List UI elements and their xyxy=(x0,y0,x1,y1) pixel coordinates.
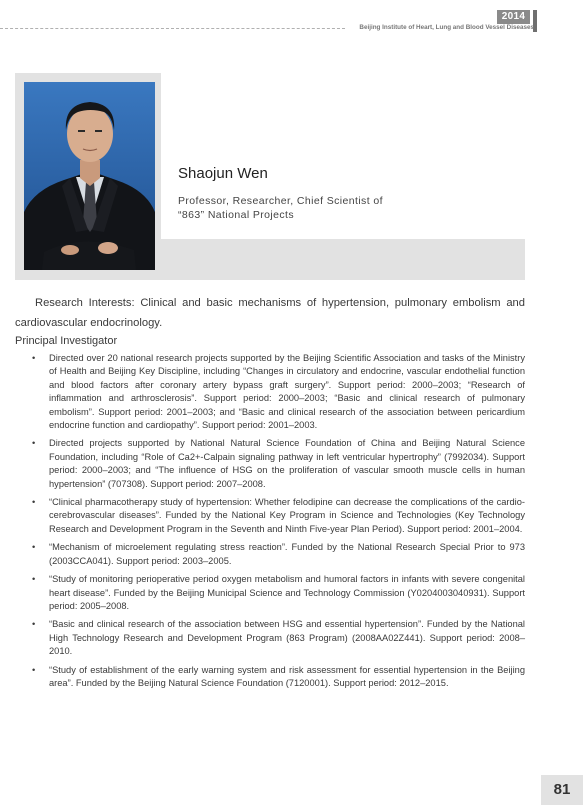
list-item: • Directed over 20 national research projects supported by the Beijing Scientific Association and tasks of the Ministry of Health and Beijing Key Discipline, including “Changes in circulatory and endocrine, vascular endothelial function and blood factors after coronary artery bypass graft surgery”. Support period: 2000–2003; “Research of inflammation and arthrosclerosis”. Support period: 2000–2003; “Basic and clinical research of pulmonary embolism”. Support period: 2001–2003; and “Basic and clinical research of the association between pericardium endocrine function and cardiopathy”. Support period: 2001–2003. xyxy=(32,353,525,431)
bullet-icon: • xyxy=(32,438,36,449)
page-number: 81 xyxy=(541,775,583,805)
bullet-icon: • xyxy=(32,664,36,675)
title-panel xyxy=(161,239,525,280)
header-dashed-rule xyxy=(0,28,345,29)
list-item: • “Mechanism of microelement regulating stress reaction”. Funded by the National Research Special Prior to 973 (2003CCA041). Support period: 2003–2005. xyxy=(32,542,525,566)
bullet-icon: • xyxy=(32,542,36,553)
section-heading-principal-investigator: Principal Investigator xyxy=(15,335,118,347)
photo-frame xyxy=(15,73,161,280)
list-item: • “Study of establishment of the early warning system and risk assessment for essential hypertension in the Beijing area”. Funded by the Beijing Natural Science Foundation (7120001). Support period: 2012–2015. xyxy=(32,664,525,688)
bullet-icon: • xyxy=(32,353,36,363)
bullet-icon: • xyxy=(32,497,36,508)
list-item: • Directed projects supported by National Natural Science Foundation of China and Beijing Natural Science Foundation, including “Role of Ca2+-Calpain signaling pathway in left ventricular hypertrophy” (7992034). Support period: 2000–2003; and “The influence of HSG on the proliferation of vascular smooth muscle cells in human hypertension” (707308). Support period: 2007–2008. xyxy=(32,438,525,489)
person-name: Shaojun Wen xyxy=(178,165,268,182)
year-badge: 2014 xyxy=(497,10,530,24)
list-item: • “Basic and clinical research of the association between HSG and essential hypertension”. Funded by the National High Technology Research and Development Program (863 Program) (2008AA02Z441). Support period: 2008–2010. xyxy=(32,619,525,657)
bullet-icon: • xyxy=(32,574,36,585)
person-title-line-2: “863” National Projects xyxy=(178,209,294,221)
profile-card xyxy=(15,73,525,280)
institute-name: Beijing Institute of Heart, Lung and Blood Vessel Diseases xyxy=(359,24,534,31)
portrait-illustration xyxy=(24,82,155,270)
bullet-icon: • xyxy=(32,619,36,630)
research-interests xyxy=(15,293,525,333)
research-interests-text: Research Interests: Clinical and basic mechanisms of hypertension, pulmonary embolism and cardiovascular endocrinology. xyxy=(15,297,525,329)
person-title-line-1: Professor, Researcher, Chief Scientist of xyxy=(178,195,383,207)
portrait-photo xyxy=(24,82,155,270)
principal-investigator-list xyxy=(32,352,525,695)
list-item: • “Clinical pharmacotherapy study of hypertension: Whether felodipine can decrease the complications of the cardio-cerebrovascular diseases”. Funded by the National Key Program in Science and Technologies (Key Technology Research and Development Program in the Seventh and Ninth Five-year Plan Period). Support period: 2001–2004. xyxy=(32,497,525,534)
list-item: • “Study of monitoring perioperative period oxygen metabolism and humoral factors in infants with severe congenital heart disease”. Funded by the Beijing Municipal Science and Technology Commission (Y0204003040931). Support period: 2005–2008. xyxy=(32,574,525,611)
